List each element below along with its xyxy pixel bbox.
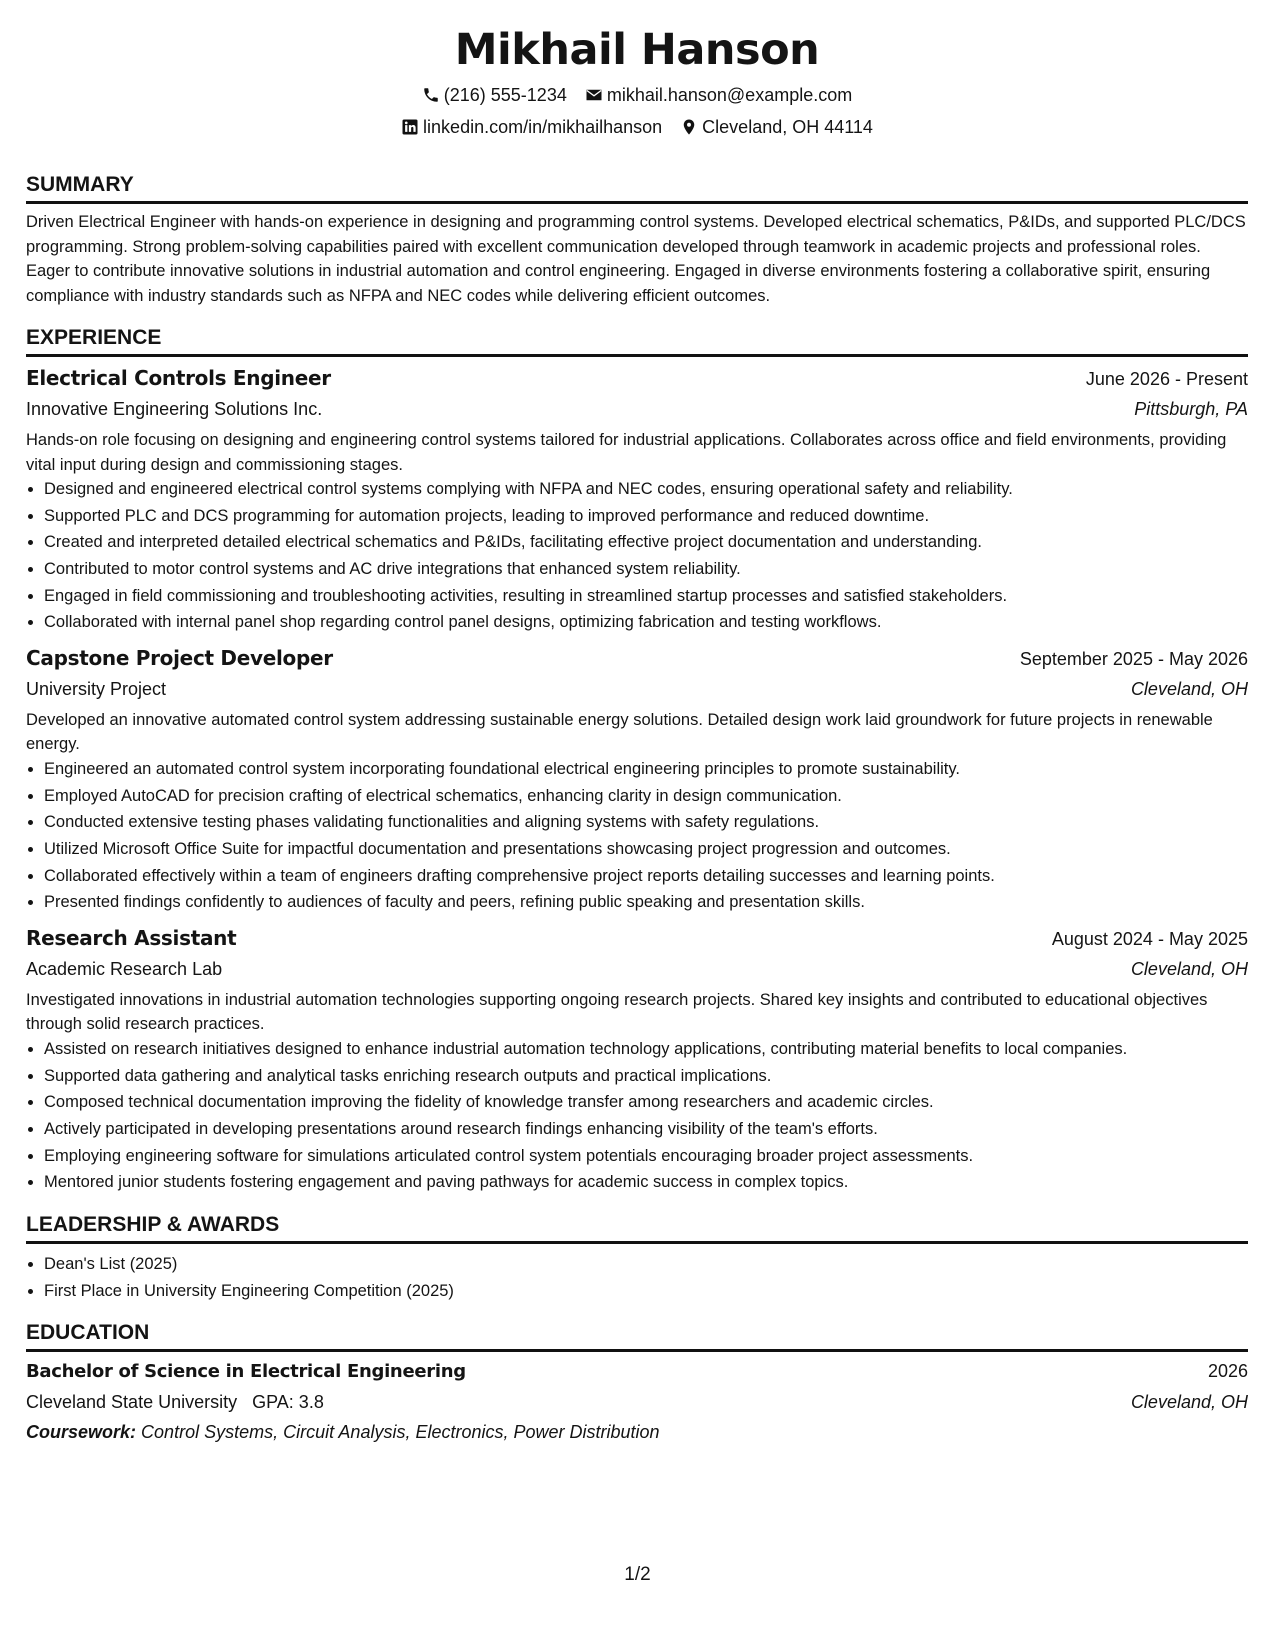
linkedin-contact[interactable] <box>401 114 662 140</box>
job-location: Cleveland, OH <box>1130 958 1248 979</box>
job-org: University Project <box>26 678 167 699</box>
linkedin-text[interactable]: linkedin.com/in/mikhailhanson <box>423 117 663 137</box>
list-item: • Presented findings confidently to audiences of faculty and peers, refining public speaking and presentation skills. <box>44 890 1248 915</box>
list-item: • Assisted on research initiatives designed to enhance industrial automation technology applications, contributing material benefits to local companies. <box>44 1037 1248 1062</box>
list-item: • Composed technical documentation improving the fidelity of knowledge transfer among researchers and academic circles. <box>44 1090 1248 1115</box>
job-entry <box>26 923 1248 1195</box>
list-item: • First Place in University Engineering Competition (2025) <box>44 1279 1248 1304</box>
job-title: Electrical Controls Engineer <box>26 366 331 390</box>
list-item: • Supported PLC and DCS programming for automation projects, leading to improved performance and reduced downtime. <box>44 504 1248 529</box>
envelope-icon <box>585 86 603 104</box>
list-item: • Conducted extensive testing phases validating functionalities and aligning systems with safety regulations. <box>44 810 1248 835</box>
list-item: • Utilized Microsoft Office Suite for impactful documentation and presentations showcasing project progression and outcomes. <box>44 837 1248 862</box>
job-bullets <box>26 477 1248 635</box>
list-item: • Employed AutoCAD for precision crafting of electrical schematics, enhancing clarity in design communication. <box>44 784 1248 809</box>
phone-contact <box>422 82 567 108</box>
awards-list <box>26 1252 1248 1303</box>
job-org: Innovative Engineering Solutions Inc. <box>26 399 323 419</box>
school-location: Cleveland, OH <box>1130 1392 1248 1412</box>
phone-text: (216) 555-1234 <box>443 85 567 105</box>
section-title-experience: EXPERIENCE <box>26 324 1248 357</box>
email-text[interactable]: mikhail.hanson@example.com <box>606 85 853 105</box>
job-title: Capstone Project Developer <box>26 645 333 670</box>
list-item: • Collaborated effectively within a team of engineers drafting comprehensive project reports detailing successes and learning points. <box>44 864 1248 889</box>
list-item: • Engaged in field commissioning and troubleshooting activities, resulting in streamlined startup processes and satisfied stakeholders. <box>44 584 1248 609</box>
job-location: Pittsburgh, PA <box>1134 399 1248 419</box>
job-entry <box>26 643 1248 915</box>
job-org: Academic Research Lab <box>26 958 223 979</box>
job-location: Cleveland, OH <box>1130 678 1248 699</box>
gpa: GPA: 3.8 <box>252 1392 324 1412</box>
education-section <box>26 1319 1248 1447</box>
section-title-awards: LEADERSHIP & AWARDS <box>26 1211 1248 1244</box>
job-bullets <box>26 757 1248 915</box>
job-entry <box>26 363 1248 635</box>
job-title: Research Assistant <box>26 925 237 950</box>
job-description: Investigated innovations in industrial automation technologies supporting ongoing research projects. Shared key insights and contributed to educational objectives through solid research practices. <box>26 990 1208 1034</box>
graduation-year: 2026 <box>1207 1361 1248 1381</box>
list-item: • Contributed to motor control systems and AC drive integrations that enhanced system reliability. <box>44 557 1248 582</box>
contact-row-2 <box>26 114 1248 140</box>
job-date: June 2026 - Present <box>1085 369 1248 389</box>
job-date: August 2024 - May 2025 <box>1051 928 1248 949</box>
summary-section <box>26 171 1248 308</box>
job-bullets <box>26 1037 1248 1195</box>
candidate-name: Mikhail Hanson <box>454 25 820 75</box>
resume-page <box>26 0 1248 1447</box>
job-description: Hands-on role focusing on designing and engineering control systems tailored for industrial applications. Collaborates across office and field environments, providing vital input during design and commissioning stages. <box>26 431 1227 474</box>
list-item: • Dean's List (2025) <box>44 1252 1248 1277</box>
summary-text: Driven Electrical Engineer with hands-on experience in designing and programming control systems. Developed electrical schematics, P&IDs, and supported PLC/DCS programming. Strong problem-solving capabilities paired with excellent communication developed through teamwork in academic projects and professional roles. Eager to contribute innovative solutions in industrial automation and control engineering. Engaged in diverse environments fostering a collaborative spirit, ensuring compliance with industry standards such as NFPA and NEC codes while delivering efficient outcomes. <box>26 213 1246 305</box>
degree-title: Bachelor of Science in Electrical Engineering <box>26 1361 466 1382</box>
location-text: Cleveland, OH 44114 <box>702 117 873 137</box>
contact-row-1 <box>26 82 1248 108</box>
job-date: September 2025 - May 2026 <box>1019 648 1248 669</box>
school-name: Cleveland State University <box>26 1392 238 1412</box>
awards-section <box>26 1211 1248 1303</box>
list-item: • Designed and engineered electrical control systems complying with NFPA and NEC codes, ensuring operational safety and reliability. <box>44 477 1248 502</box>
list-item: • Employing engineering software for simulations articulated control system potentials encouraging broader project assessments. <box>44 1144 1248 1169</box>
job-description: Developed an innovative automated control system addressing sustainable energy solutions. Detailed design work laid groundwork for future projects in renewable energy. <box>26 710 1213 754</box>
list-item: • Mentored junior students fostering engagement and paving pathways for academic success in complex topics. <box>44 1170 1248 1195</box>
list-item: • Engineered an automated control system incorporating foundational electrical engineering principles to promote sustainability. <box>44 757 1248 782</box>
list-item: • Actively participated in developing presentations around research findings enhancing visibility of the team's efforts. <box>44 1117 1248 1142</box>
map-pin-icon <box>680 118 698 136</box>
phone-icon <box>422 86 440 104</box>
page-number: 1/2 <box>624 1564 651 1585</box>
coursework-label: Coursework: <box>26 1422 137 1442</box>
linkedin-icon <box>401 118 419 136</box>
coursework-list: Control Systems, Circuit Analysis, Electronics, Power Distribution <box>141 1422 660 1442</box>
location-contact <box>680 114 873 140</box>
experience-section <box>26 324 1248 1195</box>
list-item: • Collaborated with internal panel shop regarding control panel designs, optimizing fabrication and testing workflows. <box>44 610 1248 635</box>
section-title-education: EDUCATION <box>26 1319 1248 1352</box>
email-contact[interactable] <box>585 82 852 108</box>
section-title-summary: SUMMARY <box>26 171 1248 204</box>
list-item: • Supported data gathering and analytical tasks enriching research outputs and practical implications. <box>44 1064 1248 1089</box>
list-item: • Created and interpreted detailed electrical schematics and P&IDs, facilitating effective project documentation and understanding. <box>44 530 1248 555</box>
coursework <box>26 1417 1248 1447</box>
